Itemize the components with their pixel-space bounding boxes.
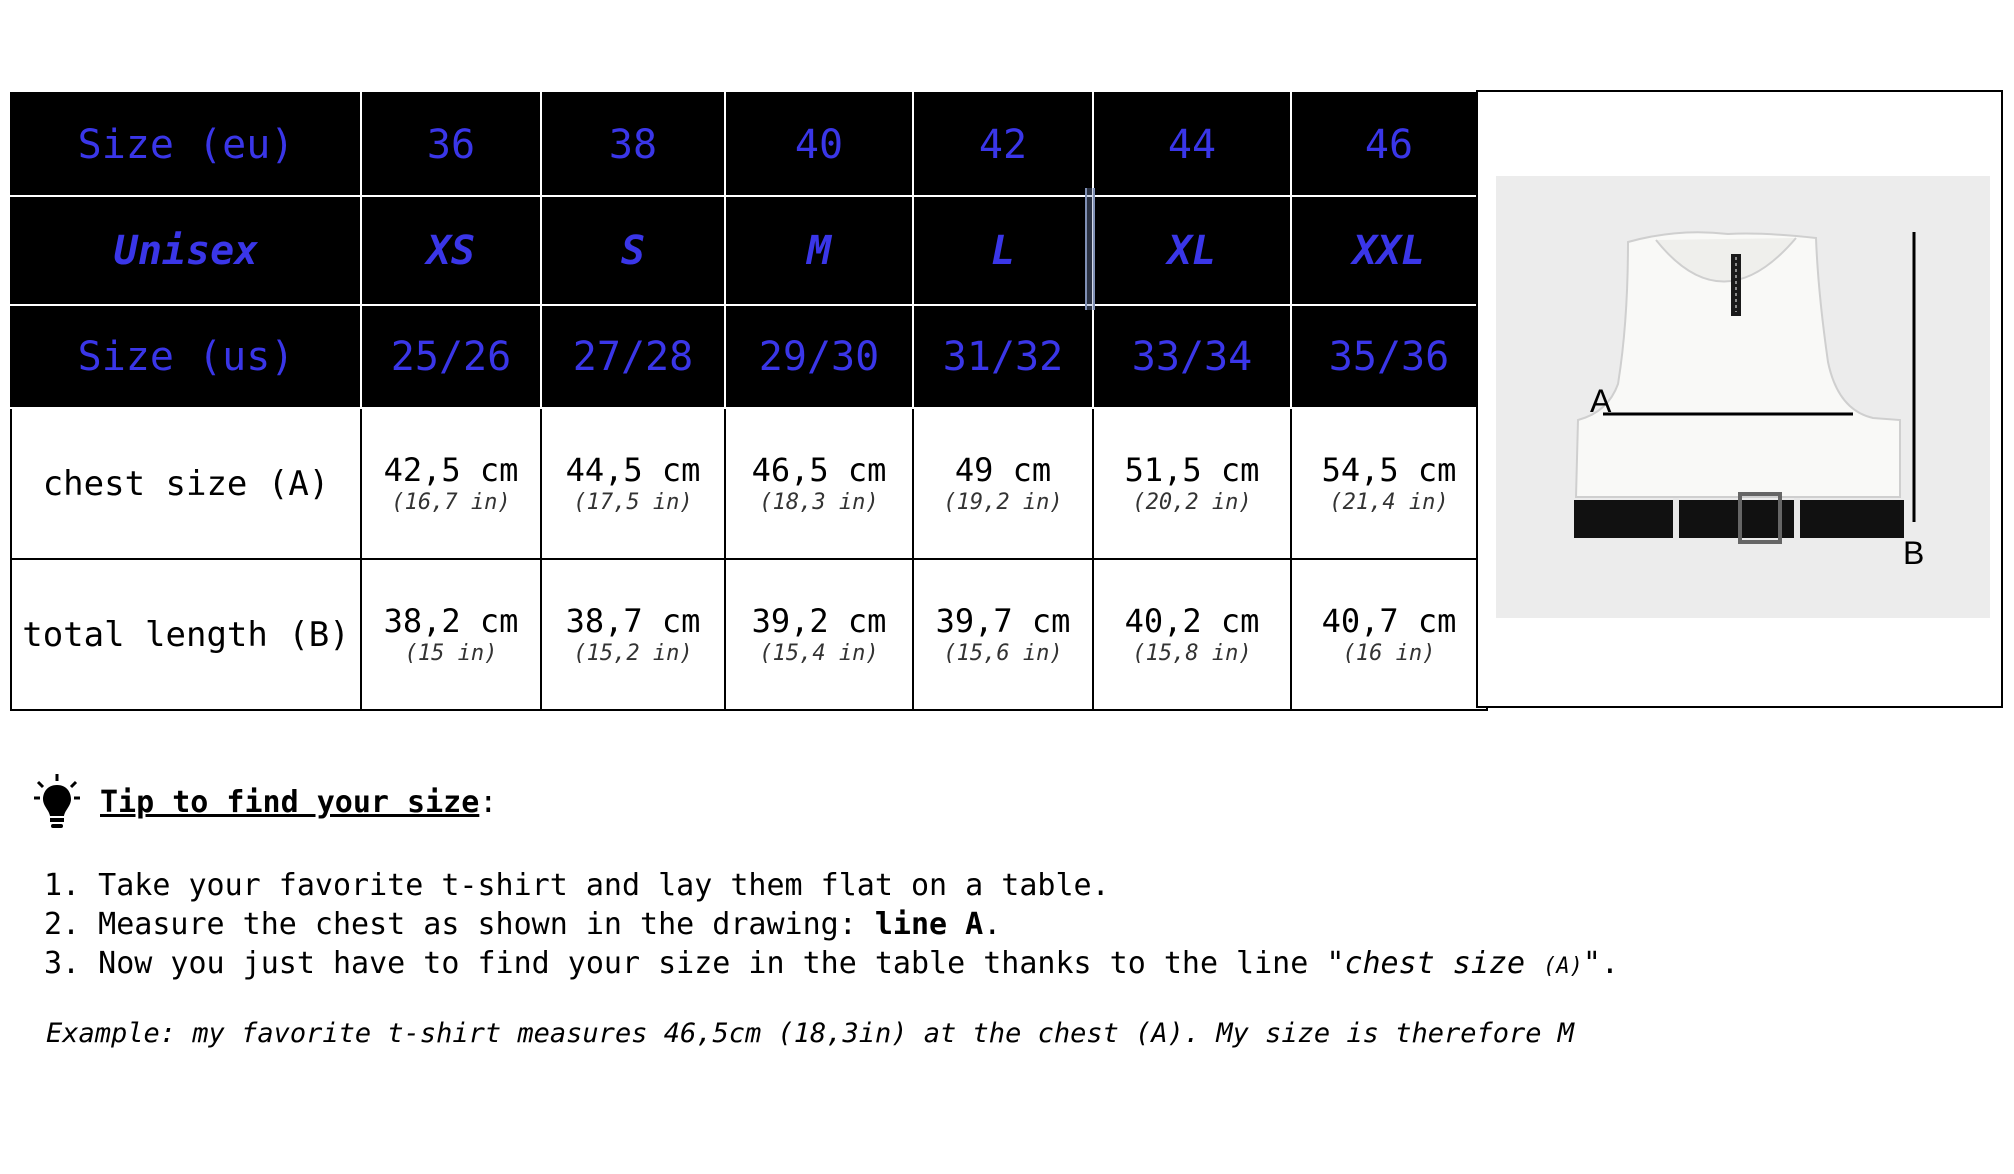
chest-in: (20,2 in) <box>1132 489 1252 515</box>
size-chart-table <box>10 92 1488 711</box>
chest-cell <box>541 408 725 559</box>
length-cell <box>913 559 1093 710</box>
length-in: (15,8 in) <box>1132 640 1252 666</box>
chest-cell <box>913 408 1093 559</box>
size-us-cell: 27/28 <box>541 305 725 408</box>
size-us-row <box>11 305 1487 408</box>
lightbulb-icon <box>32 772 82 832</box>
size-eu-row <box>11 93 1487 196</box>
unisex-size-cell: XXL <box>1291 196 1487 305</box>
tip-step <box>44 944 1619 986</box>
chest-cm: 54,5 cm <box>1321 450 1457 489</box>
length-cm: 40,2 cm <box>1124 601 1260 640</box>
chest-in: (16,7 in) <box>391 489 511 515</box>
chest-cell <box>1093 408 1291 559</box>
tip-title-colon: : <box>479 784 498 820</box>
tip-title: Tip to find your size <box>100 784 480 820</box>
size-us-cell: 35/36 <box>1291 305 1487 408</box>
garment-measurement-drawing <box>1476 90 2003 708</box>
length-cm: 39,7 cm <box>935 601 1071 640</box>
length-cell <box>1093 559 1291 710</box>
length-in: (15,2 in) <box>573 640 693 666</box>
unisex-size-cell: XS <box>361 196 541 305</box>
tip-step-text: 3. Now you just have to find your size in the table thanks to the line " <box>44 946 1345 981</box>
length-cm: 38,7 cm <box>565 601 701 640</box>
size-eu-cell: 42 <box>913 93 1093 196</box>
size-eu-cell: 40 <box>725 93 913 196</box>
chest-in: (21,4 in) <box>1329 489 1449 515</box>
unisex-size-cell: S <box>541 196 725 305</box>
length-cell <box>725 559 913 710</box>
length-in: (15,6 in) <box>943 640 1063 666</box>
chest-cm: 51,5 cm <box>1124 450 1260 489</box>
length-in: (15,4 in) <box>759 640 879 666</box>
length-cm: 39,2 cm <box>751 601 887 640</box>
chest-in: (19,2 in) <box>943 489 1063 515</box>
tip-step-emphasis: line A <box>874 907 984 942</box>
length-cell <box>541 559 725 710</box>
length-cm: 40,7 cm <box>1321 601 1457 640</box>
example-text: Example: my favorite t-shirt measures 46,5cm (18,3in) at the chest (A). My size is therefore M <box>46 1018 1575 1049</box>
tip-step-text: 1. Take your favorite t-shirt and lay them flat on a table. <box>44 868 1110 903</box>
size-us-cell: 29/30 <box>725 305 913 408</box>
size-us-cell: 31/32 <box>913 305 1093 408</box>
chest-in: (18,3 in) <box>759 489 879 515</box>
tip-step <box>44 905 1619 944</box>
length-cell <box>361 559 541 710</box>
tip-step <box>44 866 1619 905</box>
crop-top-illustration <box>1478 92 2001 706</box>
chest-cm: 49 cm <box>954 450 1052 489</box>
tip-step-text: ". <box>1582 946 1619 981</box>
length-in: (15 in) <box>404 640 498 666</box>
length-in: (16 in) <box>1342 640 1436 666</box>
row-header-total-length: total length (B) <box>11 559 361 710</box>
chest-in: (17,5 in) <box>573 489 693 515</box>
row-header-size-us: Size (us) <box>11 305 361 408</box>
chest-size-row <box>11 408 1487 559</box>
chest-cell <box>361 408 541 559</box>
tip-step-emphasis: (A) <box>1543 954 1583 979</box>
unisex-size-cell: L <box>913 196 1093 305</box>
total-length-row <box>11 559 1487 710</box>
length-cell <box>1291 559 1487 710</box>
chest-cell <box>1291 408 1487 559</box>
size-eu-cell: 38 <box>541 93 725 196</box>
length-cm: 38,2 cm <box>383 601 519 640</box>
unisex-size-cell: M <box>725 196 913 305</box>
unisex-size-cell: XL <box>1093 196 1291 305</box>
tip-heading <box>32 772 497 832</box>
unisex-row <box>11 196 1487 305</box>
row-header-size-eu: Size (eu) <box>11 93 361 196</box>
chest-cell <box>725 408 913 559</box>
size-eu-cell: 44 <box>1093 93 1291 196</box>
tip-step-emphasis: chest size <box>1344 946 1544 981</box>
tip-step-text: . <box>983 907 1002 942</box>
label-a: A <box>1590 383 1612 419</box>
size-eu-cell: 36 <box>361 93 541 196</box>
tip-step-text: 2. Measure the chest as shown in the drawing: <box>44 907 875 942</box>
tip-steps-list <box>44 866 1619 986</box>
row-header-chest-size: chest size (A) <box>11 408 361 559</box>
size-us-cell: 33/34 <box>1093 305 1291 408</box>
row-header-unisex: Unisex <box>11 196 361 305</box>
chest-cm: 44,5 cm <box>565 450 701 489</box>
label-b: B <box>1903 535 1925 571</box>
size-eu-cell: 46 <box>1291 93 1487 196</box>
chest-cm: 46,5 cm <box>751 450 887 489</box>
column-resize-handle[interactable] <box>1085 188 1095 310</box>
chest-cm: 42,5 cm <box>383 450 519 489</box>
size-us-cell: 25/26 <box>361 305 541 408</box>
